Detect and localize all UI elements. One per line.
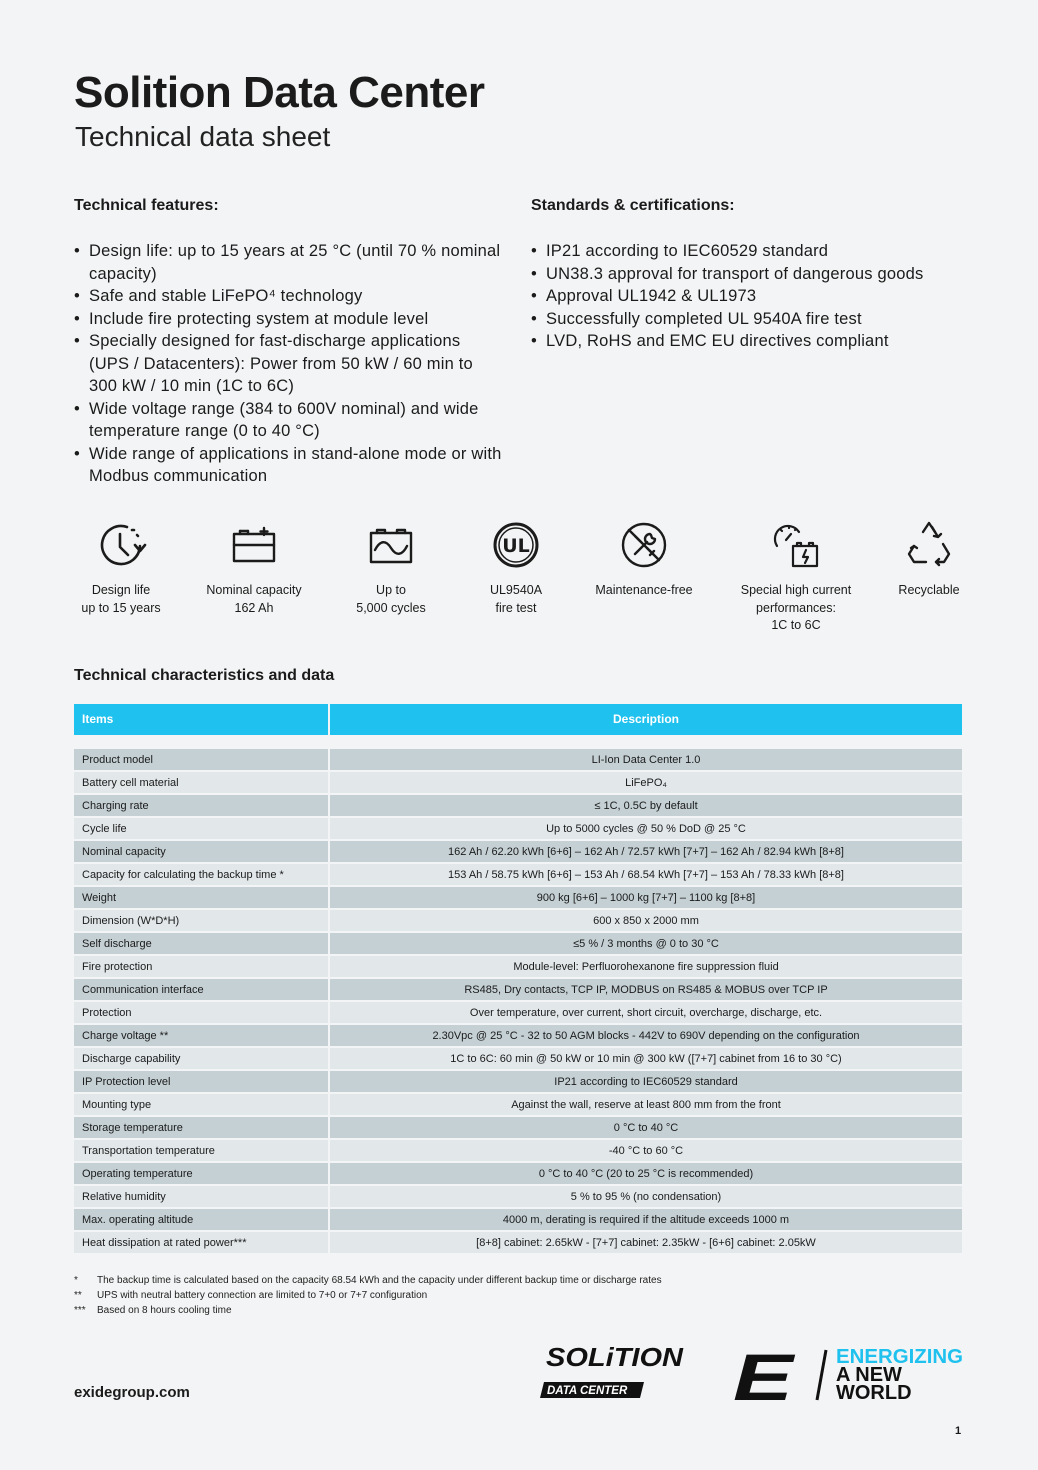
icon-nominal-capacity [179,518,329,617]
table-row [74,910,962,933]
table-row [74,1209,962,1232]
footnotes [74,1273,662,1318]
exide-logo [733,1344,968,1404]
footnote-mark: ** [74,1290,82,1301]
item-cell: IP Protection level [74,1071,328,1092]
item-cell: Fire protection [74,956,328,977]
recycle-icon [902,518,956,572]
battery-wave-icon [364,518,418,572]
item-cell: Relative humidity [74,1186,328,1207]
desc-cell: Up to 5000 cycles @ 50 % DoD @ 25 °C [330,818,962,839]
desc-cell: -40 °C to 60 °C [330,1140,962,1161]
gauge-battery-icon [769,518,823,572]
slogan-line-3: WORLD [836,1382,912,1404]
list-item: • UN38.3 approval for transport of dangerous goods [531,263,971,286]
item-cell: Capacity for calculating the backup time * [74,864,328,885]
icon-caption-line: Design life [91,583,151,597]
table-row [74,1186,962,1209]
desc-cell: 900 kg [6+6] – 1000 kg [7+7] – 1100 kg [8+8] [330,887,962,908]
icon-caption-line: Recyclable [898,583,960,597]
item-cell: Mounting type [74,1094,328,1115]
item-cell: Transportation temperature [74,1140,328,1161]
features-heading: Technical features: [74,197,219,214]
list-item: • Include fire protecting system at module level [74,308,504,331]
table-body [74,749,962,1255]
no-tools-icon [617,518,671,572]
battery-icon [227,518,281,572]
desc-cell: LI-Ion Data Center 1.0 [330,749,962,770]
desc-cell: [8+8] cabinet: 2.65kW - [7+7] cabinet: 2.35kW - [6+6] cabinet: 2.05kW [330,1232,962,1253]
list-item: • Wide voltage range (384 to 600V nominal) and wide temperature range (0 to 40 °C) [74,398,504,443]
icon-maintenance-free [569,518,719,600]
table-row [74,887,962,910]
item-cell: Protection [74,1002,328,1023]
table-row [74,1140,962,1163]
exide-mark: E [733,1344,796,1404]
item-cell: Storage temperature [74,1117,328,1138]
desc-cell: 162 Ah / 62.20 kWh [6+6] – 162 Ah / 72.57 kWh [7+7] – 162 Ah / 82.94 kWh [8+8] [330,841,962,862]
desc-cell: RS485, Dry contacts, TCP IP, MODBUS on RS485 & MOBUS over TCP IP [330,979,962,1000]
item-cell: Self discharge [74,933,328,954]
list-item: • Successfully completed UL 9540A fire test [531,308,971,331]
website-link[interactable]: exidegroup.com [74,1384,190,1401]
footnote-mark: *** [74,1305,86,1316]
footnote-text: Based on 8 hours cooling time [97,1305,232,1316]
table-row [74,841,962,864]
icon-design-life [46,518,196,617]
column-header-items: Items [74,704,328,735]
icon-caption-line: Up to [376,583,406,597]
item-cell: Charge voltage ** [74,1025,328,1046]
footnote [74,1288,662,1303]
item-cell: Discharge capability [74,1048,328,1069]
icon-caption-line: 1C to 6C [771,618,821,632]
solition-logo [540,1340,690,1402]
table-row [74,772,962,795]
table-row [74,818,962,841]
feature-icons-row [0,518,1038,638]
table-row [74,1232,962,1255]
item-cell: Product model [74,749,328,770]
table-row [74,1163,962,1186]
list-item: • Design life: up to 15 years at 25 °C (until 70 % nominal capacity) [74,240,504,285]
icon-caption-line: UL9540A [489,583,543,597]
desc-cell: 0 °C to 40 °C [330,1117,962,1138]
footnote-mark: * [74,1275,78,1286]
solition-wordmark: SOLiTION [546,1342,685,1372]
item-cell: Dimension (W*D*H) [74,910,328,931]
item-cell: Heat dissipation at rated power*** [74,1232,328,1253]
table-heading: Technical characteristics and data [74,667,335,684]
desc-cell: Over temperature, over current, short circuit, overcharge, discharge, etc. [330,1002,962,1023]
svg-text:UL: UL [502,535,530,557]
item-cell: Battery cell material [74,772,328,793]
desc-cell: 600 x 850 x 2000 mm [330,910,962,931]
icon-caption-line: Maintenance-free [595,583,693,597]
clock-arrow-icon [94,518,148,572]
item-cell: Operating temperature [74,1163,328,1184]
item-cell: Weight [74,887,328,908]
footnote [74,1303,662,1318]
list-item: • Wide range of applications in stand-alone mode or with Modbus communication [74,443,504,488]
list-item: • LVD, RoHS and EMC EU directives compliant [531,330,971,353]
list-item: • Approval UL1942 & UL1973 [531,285,971,308]
desc-cell: 4000 m, derating is required if the altitude exceeds 1000 m [330,1209,962,1230]
footnote [74,1273,662,1288]
icon-caption-line: performances: [756,600,836,615]
tech-data-table [74,704,962,1249]
standards-list [531,240,971,353]
desc-cell: IP21 according to IEC60529 standard [330,1071,962,1092]
data-center-badge: DATA CENTER [547,1385,628,1397]
desc-cell: Against the wall, reserve at least 800 mm from the front [330,1094,962,1115]
table-row [74,956,962,979]
desc-cell: 2.30Vpc @ 25 °C - 32 to 50 AGM blocks - 442V to 690V depending on the configuration [330,1025,962,1046]
table-row [74,1094,962,1117]
item-cell: Communication interface [74,979,328,1000]
icon-caption-line: Special high current [740,583,852,597]
table-row [74,1002,962,1025]
icon-caption-line: 5,000 cycles [356,600,426,615]
item-cell: Cycle life [74,818,328,839]
table-header [74,704,962,735]
icon-recyclable [854,518,1004,600]
features-list [74,240,504,488]
desc-cell: 0 °C to 40 °C (20 to 25 °C is recommended) [330,1163,962,1184]
icon-caption-line: fire test [495,600,537,615]
table-row [74,1048,962,1071]
table-row [74,979,962,1002]
item-cell: Charging rate [74,795,328,816]
table-row [74,1071,962,1094]
item-cell: Max. operating altitude [74,1209,328,1230]
slogan-line-2: A NEW [836,1364,902,1386]
desc-cell: ≤5 % / 3 months @ 0 to 30 °C [330,933,962,954]
list-item: • Specially designed for fast-discharge applications (UPS / Datacenters): Power from 50 kW / 60 min to 300 kW / 10 min (1C to 6C) [74,330,504,398]
list-item: • Safe and stable LiFePO⁴ technology [74,285,504,308]
icon-caption-line: Nominal capacity [206,583,302,597]
table-row [74,1025,962,1048]
icon-caption-line: 162 Ah [234,600,274,615]
footnote-text: The backup time is calculated based on the capacity 68.54 kWh and the capacity under different backup time or discharge rates [97,1275,662,1286]
desc-cell: ≤ 1C, 0.5C by default [330,795,962,816]
desc-cell: 5 % to 95 % (no condensation) [330,1186,962,1207]
page-title: Solition Data Center [74,68,485,117]
icon-high-current [721,518,871,635]
table-row [74,749,962,772]
list-item: • IP21 according to IEC60529 standard [531,240,971,263]
table-row [74,864,962,887]
page-number: 1 [955,1425,962,1437]
column-header-description: Description [330,704,962,735]
desc-cell: 153 Ah / 58.75 kWh [6+6] – 153 Ah / 68.54 kWh [7+7] – 153 Ah / 78.33 kWh [8+8] [330,864,962,885]
table-row [74,933,962,956]
page-subtitle: Technical data sheet [75,121,331,152]
desc-cell: LiFePO₄ [330,772,962,793]
table-row [74,1117,962,1140]
slogan-line-1: ENERGIZING [836,1346,963,1368]
desc-cell: Module-level: Perfluorohexanone fire suppression fluid [330,956,962,977]
standards-heading: Standards & certifications: [531,197,735,214]
ul-mark-icon [489,518,543,572]
desc-cell: 1C to 6C: 60 min @ 50 kW or 10 min @ 300 kW ([7+7] cabinet from 16 to 30 °C) [330,1048,962,1069]
table-row [74,795,962,818]
item-cell: Nominal capacity [74,841,328,862]
footnote-text: UPS with neutral battery connection are limited to 7+0 or 7+7 configuration [97,1290,428,1301]
icon-caption-line: up to 15 years [81,600,161,615]
